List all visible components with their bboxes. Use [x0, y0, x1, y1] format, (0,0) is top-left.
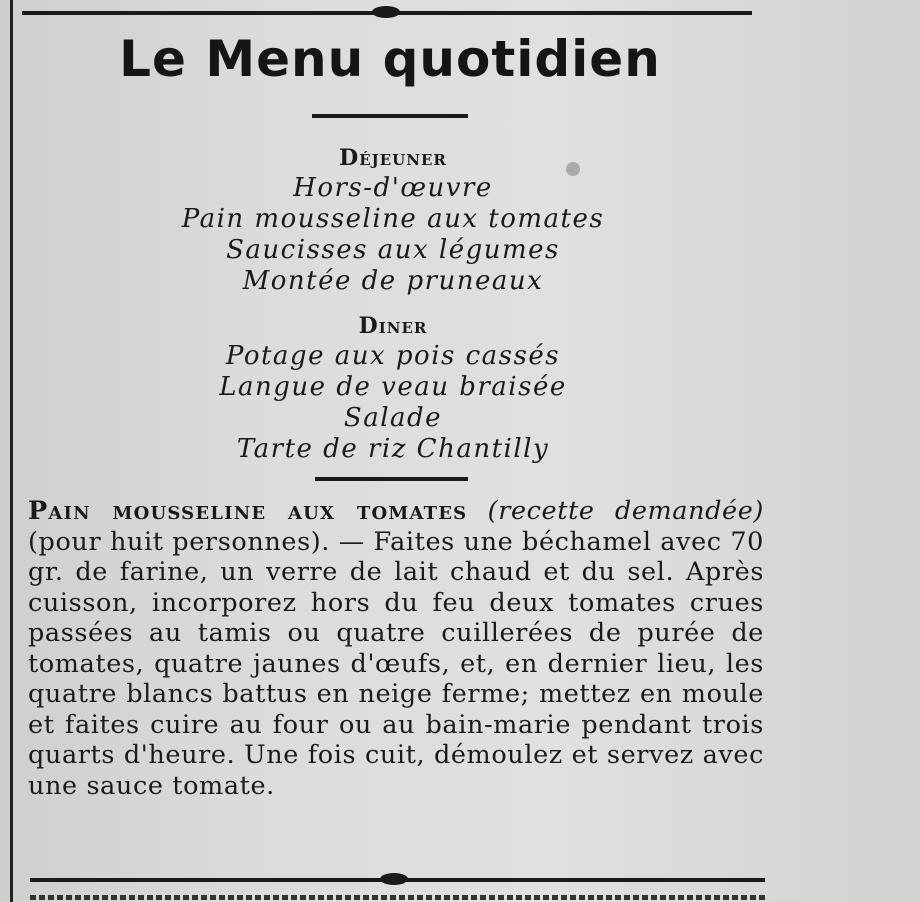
recipe-note: (recette demandée): [487, 496, 764, 526]
dejeuner-menu: [0, 143, 786, 297]
diner-heading: Diner: [358, 313, 428, 339]
menu-item: Pain mousseline aux tomates: [181, 204, 605, 234]
page-title: Le Menu quotidien: [119, 30, 661, 88]
diner-menu: [0, 311, 786, 465]
menu-item: Tarte de riz Chantilly: [236, 434, 550, 464]
menu-item: Hors-d'œuvre: [293, 173, 493, 203]
title-divider: [312, 114, 468, 118]
recipe-title: Pain mousseline aux tomates: [28, 496, 468, 526]
ink-smudge: [566, 162, 580, 176]
menu-item: Potage aux pois cassés: [225, 341, 561, 371]
menu-item: Langue de veau braisée: [219, 372, 567, 402]
menu-item: Montée de pruneaux: [242, 266, 544, 296]
menu-item: Salade: [343, 403, 443, 433]
recipe-body: (pour huit personnes). — Faites une béchamel avec 70 gr. de farine, un verre de lait chaud et du sel. Après cuisson, incorporez hors du feu deux tomates crues passées au tamis ou quatre cuillerées de purée de tomates, quatre jaunes d'œufs, et, en dernier lieu, les quatre blancs battus en neige ferme; mettez en moule et faites cuire au four ou au bain-marie pendant trois quarts d'heure. Une fois cuit, démoulez et servez avec une sauce tomate.: [28, 526, 765, 801]
menu-item: Saucisses aux légumes: [226, 235, 560, 265]
top-ornamental-rule: [22, 11, 752, 15]
recipe-paragraph: [28, 496, 764, 801]
menu-divider: [315, 477, 468, 481]
bottom-ornamental-rule: [30, 878, 765, 882]
dejeuner-heading: Déjeuner: [339, 145, 447, 171]
bottom-dotted-rule: [30, 895, 765, 900]
